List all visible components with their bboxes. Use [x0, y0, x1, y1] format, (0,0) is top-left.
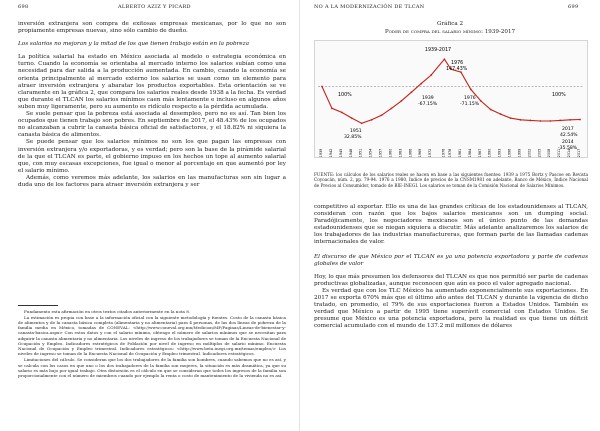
x-tick-label: 2002 — [527, 148, 532, 158]
x-tick-label: 1981 — [457, 148, 462, 158]
data-point — [371, 119, 373, 121]
label-2014: 2014 — [562, 140, 574, 145]
label-100-left: 100% — [338, 93, 352, 98]
data-point — [420, 83, 422, 85]
data-point — [559, 120, 561, 122]
section-title: El discurso de que México por el TLCAN es ya una potencia exportadora y parte de cadenas globales de valor — [314, 253, 588, 267]
x-tick-label: 1978 — [448, 148, 452, 158]
x-tick-label: 1972 — [428, 148, 433, 158]
paragraph: Se suele pensar que la pobreza está asociada al desempleo, pero no es así. Tan bien los ocupados que tienen trabajo son pobres. En septiembre de 2017, el 48.43% de los ocupados no alcanzaban a cubrir la canasta básica oficial de satisfactores, y el 18.82% ni siquiera la canasta básica de alimentos. — [18, 111, 286, 139]
x-tick-label: 1948 — [348, 148, 353, 158]
data-point — [480, 100, 482, 102]
x-tick-label: 1951 — [358, 148, 363, 158]
footnotes — [18, 305, 286, 379]
left-page-number: 698 — [18, 4, 29, 10]
right-page-number: 699 — [568, 4, 579, 10]
label-1951-value: 32.85% — [344, 135, 362, 140]
x-tick-label: 1984 — [467, 148, 472, 158]
x-tick-label: 1999 — [517, 148, 522, 158]
x-tick-label: 1996 — [507, 148, 512, 158]
data-point — [520, 119, 522, 121]
label-100-right: 100% — [552, 93, 566, 98]
data-point — [490, 109, 492, 111]
paragraph: competitivo al exportar. Ello es una de las grandes críticas de los estadounidenses al TLCAN, consideran con razón que los bajos salarios mexicanos son un dumping social. Paradójicamente, los negociadores mexicanos son el único punto de las demandas estadounidenses que se niegan siquiera a discutir. Más adelante analizaremos los salarios de los trabajadores de las industrias manufactureras, que forman parte de las llamadas cadenas internacionales de valor. — [314, 204, 588, 246]
data-point — [381, 114, 383, 116]
data-point — [470, 88, 472, 90]
label-2017-value: 42.54% — [560, 133, 578, 138]
x-tick-label: 1976 — [441, 148, 446, 158]
x-tick-label: 1939 — [319, 148, 323, 158]
label-right-mid-a: 1976 — [464, 96, 476, 101]
salary-chart — [314, 40, 588, 158]
paragraph: inversión extranjera son compra de exitosas empresas mexicanas, por lo que no son propiamente empresas nuevas, sino sólo cambio de dueño. — [18, 21, 286, 35]
x-tick-label: 2008 — [547, 148, 552, 158]
x-tick-label: 1960 — [388, 148, 393, 158]
data-point — [391, 107, 393, 109]
data-point — [341, 111, 343, 113]
x-tick-label: 2017 — [577, 148, 581, 158]
label-2014-value: -35.58% — [558, 146, 578, 151]
footnote: La estimación es propia con base a la información oficial con la siguiente metodología y fuentes. Costo de la canasta básica de alimentos y de la canasta básica completa (alimentaria y no alimentaria) para 4 personas, de las dos líneas de pobreza de la familia media en México, tomadas de CONEVAL: <http://www.coneval.org.mx/Medicion/MP/Paginas/Lineas-de-bienestar-y-canasta-basica.aspx> Con estos datos y con el salario mínimo, obtengo el número de salarios mínimos que se necesitan para adquirir la canasta alimentaria y no alimentaria. Los niveles de ingreso de los trabajadores se toman de la Encuesta Nacional de Ocupación y Empleo. Indicadores estratégicos de Población por nivel de ingreso en múltiplos de salario mínimo. Encuesta Nacional de Ocupación y Empleo trimestral. Indicadores estratégicos: <http://www.beta.inegi.org.mx/temas/empleo/> Los niveles de ingreso se toman de la Encuesta Nacional de Ocupación y Empleo trimestral. Indicadores estratégicos. — [18, 314, 286, 357]
left-running-head — [0, 4, 300, 13]
footnote: Fundamento esta afirmación en otros textos citados anteriormente en la nota 8. — [24, 308, 191, 314]
data-point — [410, 91, 412, 93]
x-tick-label: 1942 — [328, 148, 333, 158]
paragraph: Se puede pensar que los salarios mínimos no son los que pagan las empresas con inversión extranjera y/o exportadoras, y es verdad; pero son la base de la pirámide salarial de la que el TLCAN es parte, el gobierno impuso en los hechos un tope al aumento salarial que, con muy escasas excepciones, fue igual o menor al porcentaje en que aumentó por ley el salario mínimo. — [18, 139, 286, 174]
x-tick-label: 1957 — [378, 148, 383, 158]
paragraph: Es verdad que con los TLC México ha aumentado exponencialmente sus exportaciones. En 2017 se exporta 670% más que el último año antes del TLCAN y durante la vigencia de dicho tratado, en promedio, el 79% de sus exportaciones fueron a Estados Unidos. También es verdad que México a partir de 1995 tiene superávit comercial con Estados Unidos. Se presume que México es una potencia exportadora, pero la realidad es que tiene un déficit comercial acumulado con el mundo de 137.2 mil millones de dólares — [314, 287, 588, 330]
x-tick-label: 1969 — [418, 148, 423, 158]
data-point — [331, 107, 333, 109]
label-right-mid-b: -71.15% — [460, 102, 480, 107]
label-peak-year: 1976 — [451, 61, 464, 66]
chart-title: Poder de compra del salario mínimo: 1939-2017 — [384, 29, 516, 35]
footnote-rule — [18, 305, 58, 306]
right-header-title: NO A LA MODERNIZACIÓN DE TLCAN — [314, 4, 425, 10]
data-point — [400, 100, 402, 102]
left-body — [18, 21, 286, 189]
footnote: Limitaciones del cálculo. Se consideran que los dos trabajadores de la familia son hombres, cuando sabemos que no es así, y se calcula con los casos en que uno o los dos trabajadores de la familia son mujeres, la situación es más dramática, ya que su salario es más bajo por igual trabajo. Otra distorsión es el cálculo en que se consideran que todos los ingresos de la familia son proporcionalmente con el número de miembros cuando por ejemplo la renta o costo de mantenimiento de la vivienda no es así. — [18, 357, 286, 379]
paragraph: La política salarial ha estado en México asociada al modelo o estrategia económica en turno. Cuando la economía se orientaba al mercado interno los salarios subían como una necesidad para dar salida a la producción aumentada. En cambio, cuando la economía se orienta principalmente al mercado externo los salarios se usan como un elemento para atraer inversión extranjera y abaratar los productos exportables. Esta orientación se ve claramente en la gráfica 2, que compara los salarios reales desde 1938 a la fecha. Es verdad que durante el TLCAN los salarios mínimos caen más lentamente e incluso en algunos años suben muy ligeramente, pero su aumento es ridículo respecto a la pérdida acumulada. — [18, 54, 286, 110]
data-point — [529, 120, 531, 122]
data-point — [443, 58, 445, 60]
x-tick-label: 2014 — [567, 148, 572, 158]
section-title: Los salarios no mejoran y la mitad de los que tienen trabajo están en la pobreza — [18, 41, 250, 48]
data-point — [579, 119, 581, 121]
data-point — [361, 122, 363, 124]
data-point — [510, 117, 512, 119]
paragraph: Además, como veremos más adelante, los salarios en las manufacturas son sin lugar a duda uno de los factores para atraer inversión extranjera y ser — [18, 174, 286, 188]
x-tick-label: 2011 — [557, 148, 562, 158]
x-tick-label: 1987 — [477, 148, 482, 158]
chart-label: Gráfica 2 — [436, 21, 463, 27]
paragraph: Hoy, lo que más presumen los defensores del TLCAN es que nos permitió ser parte de cadenas productivas globalizadas, aunque reconocen que aún es poco el valor agregado nacional. — [314, 273, 588, 287]
data-point — [321, 86, 323, 88]
x-tick-label: 1954 — [368, 148, 373, 158]
data-point — [549, 120, 551, 122]
data-point — [569, 119, 571, 121]
label-left-mid-b: -67.15% — [418, 102, 438, 107]
label-left-mid-a: 1939 — [422, 96, 434, 101]
x-tick-label: 1990 — [487, 148, 492, 158]
x-tick-label: 1993 — [497, 148, 502, 158]
data-point — [351, 117, 353, 119]
label-1951: 1951 — [350, 129, 362, 134]
chart-source: FUENTE: los cálculos de los salarios reales se hacen en base a las siguientes fuentes: 1939 a 1975 Bortz y Pascoe en Revista Coyoacán, núm. 2, pp. 79-94. 1976 a 1980, Índice de precios de la CNSM1981 en adelante, Banco de México, Índice Nacional de Precios al Consumidor, tomado de BIE-INEGI. Los salarios se toman de la Comisión Nacional de Salarios Mínimos. — [314, 172, 588, 188]
label-2017: 2017 — [562, 127, 574, 132]
x-tick-label: 2005 — [537, 148, 542, 158]
label-peak-value: 147.43% — [446, 67, 468, 72]
left-header-title: ALBERTO AZIZ Y PICARD — [118, 4, 191, 10]
data-point — [539, 120, 541, 122]
right-page — [300, 0, 600, 431]
label-range-top: 1939-2017 — [424, 48, 452, 53]
data-point — [500, 113, 502, 115]
x-tick-label: 1966 — [408, 148, 413, 158]
x-tick-label: 1945 — [338, 148, 343, 158]
right-running-head — [300, 4, 600, 13]
right-body — [314, 204, 588, 331]
x-tick-label: 1963 — [398, 148, 403, 158]
data-point — [430, 74, 432, 76]
